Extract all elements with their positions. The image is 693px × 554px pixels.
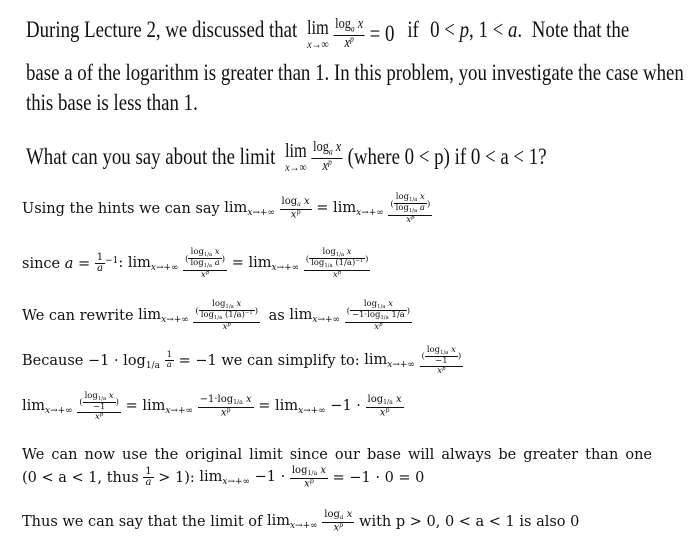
intro-line-3: this base is less than 1. — [26, 90, 198, 115]
thus-text-b: with p > 0, 0 < a < 1 is also 0 — [359, 513, 580, 530]
intro-line-1 — [26, 17, 629, 52]
thus-line: Thus we can say that the limit of $\lim_{x\to+\infty}$ $\frac{\log_a x}{x^p}$ with p > 0, 0 < a < 1 is also 0 — [22, 509, 580, 534]
question-text-a: What can you say about the limit — [26, 144, 276, 170]
since-line: since a = $\frac{1}{a}$ $^{-1}$: $\lim_{x\to+\infty}$ ( $\frac{\log_{1/a} x}{\log_{1/a} a}$ ) $x^p$ = $\lim_{x\to+\infty}$ ( $\frac{\log_{1/a} x}{\log_{1/a} (1/a)^{-1}}$ ) $x^p$ — [22, 247, 369, 280]
as-text: as — [268, 307, 285, 324]
thus-text-a: Thus we can say that the limit of — [22, 513, 263, 530]
nowuse-text-a: (0 < a < 1, thus — [22, 469, 139, 486]
question-text-b: (where 0 < p) if 0 < a < 1? — [347, 144, 547, 170]
since-text: since — [22, 255, 61, 272]
limit-expression: lim x→∞ $\frac{\log_a x}{x^p}$ = 0 — [306, 16, 395, 52]
chain-line: $\lim_{x\to+\infty}$ ( $\frac{\log_{1/a} x}{-1}$ ) $x^p$ = $\lim_{x\to+\infty}$ $\frac{-1\cdot\log_{1/a} x}{x^p}$ = $\lim_{x\to+\infty} -1$ · $\frac{\log_{1/a} x}{x^p}$ — [22, 391, 402, 423]
nowuse-line-2: (0 < a < 1, thus $\frac{1}{a}$ > 1): $\lim_{x\to+\infty} -1$ · $\frac{\log_{1/a} x}{x^p}$ = −1 · 0 = 0 — [22, 465, 425, 490]
because-text-a: Because — [22, 353, 84, 370]
question-line: What can you say about the limit lim x→∞ $\frac{\log_a x}{x^p}$ (where 0 < p) if 0 < a < 1? — [26, 139, 547, 175]
intro-text-1a: During Lecture 2, we discussed that — [26, 17, 298, 42]
hints-line: Using the hints we can say $\lim_{x\to+\infty}$ $\frac{\log_a x}{x^p}$ = $\lim_{x\to+\infty}$ ( $\frac{\log_{1/a} x}{\log_{1/a} a}$ ) $x^p$ — [22, 192, 431, 225]
because-text-b: we can simplify to: — [221, 353, 360, 370]
intro-text-1b: if — [407, 17, 419, 42]
rewrite-text: We can rewrite — [22, 307, 134, 324]
rewrite-line: We can rewrite $\lim_{x\to+\infty}$ ( $\frac{\log_{1/a} x}{\log_{1/a} (1/a)^{-1}}$ ) $x^p$ as $\lim_{x\to+\infty}$ ( $\frac{\log_{1/a} x}{-1\cdot\log_{1/a} 1/a}$ ) $x^p$ — [22, 299, 411, 332]
nowuse-text-c: = −1 · 0 = 0 — [332, 469, 425, 486]
nowuse-text-b: > 1): — [158, 469, 195, 486]
intro-condition: 0 < p, 1 < a. — [430, 17, 523, 42]
intro-line-2: base a of the logarithm is greater than 1. In this problem, you investigate the case when — [26, 60, 684, 85]
intro-text-1c: Note that the — [531, 17, 630, 42]
because-line: Because $-1 \cdot \log_{1/a}$ $\frac{1}{a}$ = −1 we can simplify to: $\lim_{x\to+\infty}$ ( $\frac{\log_{1/a} x}{-1}$ ) $x^p$ — [22, 345, 462, 377]
hints-text: Using the hints we can say — [22, 200, 220, 217]
nowuse-line-1: We can now use the original limit since our base will always be greater than one — [22, 447, 652, 463]
